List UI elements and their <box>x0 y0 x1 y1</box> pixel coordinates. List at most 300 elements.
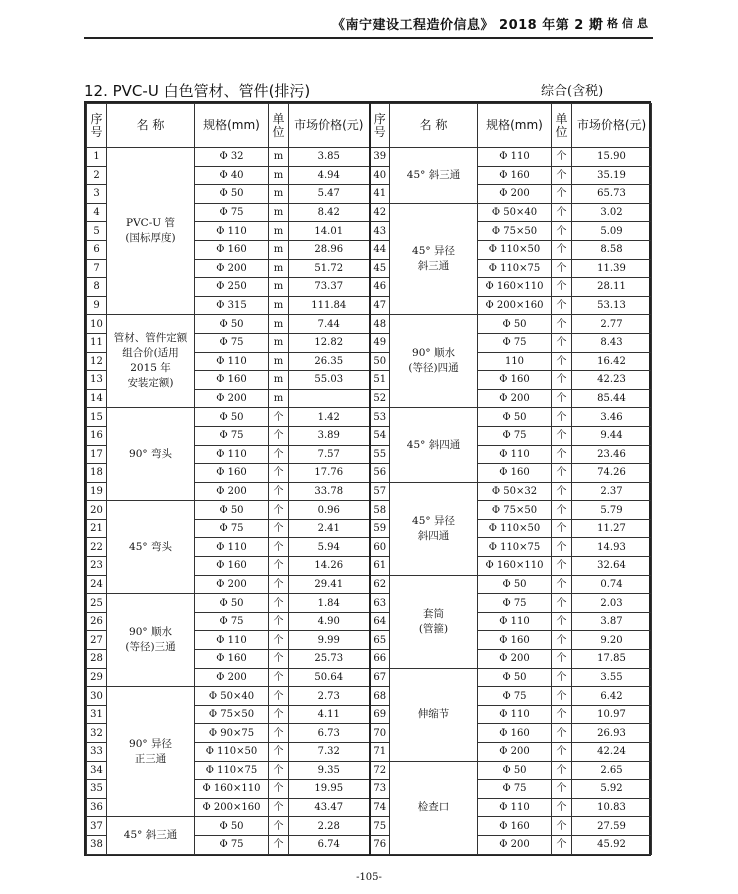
price-cell: 7.32 <box>289 743 370 762</box>
unit-cell: 个 <box>552 315 572 334</box>
unit-cell: 个 <box>552 538 572 557</box>
spec-cell: Φ 75 <box>478 594 552 613</box>
item-name-cell: 管材、管件定额 组合价(适用 2015 年 安装定额) <box>107 315 195 408</box>
spec-cell: Φ 110 <box>478 612 552 631</box>
price-cell: 2.28 <box>289 817 370 836</box>
spec-cell: Φ 160 <box>195 371 269 390</box>
price-cell: 73.37 <box>289 278 370 297</box>
price-cell: 2.77 <box>572 315 652 334</box>
item-name-cell: 45° 斜三通 <box>107 817 195 854</box>
spec-cell: Φ 160 <box>478 817 552 836</box>
item-number: 24 <box>87 575 107 594</box>
column-header-name-right: 名 称 <box>390 104 478 148</box>
page-number: -105- <box>356 872 382 883</box>
price-cell: 10.83 <box>572 798 652 817</box>
item-number: 46 <box>370 278 390 297</box>
item-number: 41 <box>370 185 390 204</box>
price-cell: 53.13 <box>572 296 652 315</box>
spec-cell: Φ 110×75 <box>478 538 552 557</box>
item-number: 71 <box>370 743 390 762</box>
column-header-no: 序号 <box>87 104 107 148</box>
table-row <box>87 817 652 836</box>
spec-cell: Φ 200 <box>195 259 269 278</box>
item-number: 32 <box>87 724 107 743</box>
price-cell: 3.89 <box>289 426 370 445</box>
spec-cell: Φ 160 <box>195 650 269 669</box>
spec-cell: Φ 160 <box>195 240 269 259</box>
spec-cell: Φ 75×50 <box>478 501 552 520</box>
unit-cell: m <box>269 352 289 371</box>
item-number: 49 <box>370 333 390 352</box>
price-cell: 8.42 <box>289 203 370 222</box>
unit-cell: m <box>269 278 289 297</box>
unit-cell: 个 <box>269 817 289 836</box>
price-cell: 29.41 <box>289 575 370 594</box>
spec-cell: Φ 160 <box>478 371 552 390</box>
unit-cell: 个 <box>552 668 572 687</box>
spec-cell: Φ 315 <box>195 296 269 315</box>
spec-cell: Φ 110 <box>195 631 269 650</box>
table-body <box>87 148 652 855</box>
spec-cell: Φ 50 <box>195 408 269 427</box>
unit-cell: 个 <box>269 631 289 650</box>
price-cell: 0.74 <box>572 575 652 594</box>
unit-cell: 个 <box>269 464 289 483</box>
price-cell: 3.55 <box>572 668 652 687</box>
item-number: 62 <box>370 575 390 594</box>
spec-cell: Φ 75 <box>195 203 269 222</box>
price-cell: 1.42 <box>289 408 370 427</box>
item-number: 3 <box>87 185 107 204</box>
spec-cell: Φ 50 <box>478 315 552 334</box>
item-number: 38 <box>87 835 107 854</box>
item-number: 70 <box>370 724 390 743</box>
unit-cell: m <box>269 222 289 241</box>
unit-cell: 个 <box>269 780 289 799</box>
header-divider <box>84 37 653 39</box>
price-cell: 9.35 <box>289 761 370 780</box>
item-number: 40 <box>370 166 390 185</box>
column-header-name: 名 称 <box>107 104 195 148</box>
item-number: 8 <box>87 278 107 297</box>
table-row <box>87 148 652 167</box>
unit-cell: 个 <box>269 687 289 706</box>
price-cell: 42.24 <box>572 743 652 762</box>
price-cell: 28.11 <box>572 278 652 297</box>
price-cell: 9.20 <box>572 631 652 650</box>
price-cell: 9.44 <box>572 426 652 445</box>
unit-cell: 个 <box>552 761 572 780</box>
spec-cell: Φ 50 <box>478 408 552 427</box>
table-row <box>87 501 652 520</box>
price-table <box>84 101 651 856</box>
item-number: 15 <box>87 408 107 427</box>
spec-cell: Φ 200×160 <box>478 296 552 315</box>
item-number: 76 <box>370 835 390 854</box>
price-cell: 14.93 <box>572 538 652 557</box>
item-number: 16 <box>87 426 107 445</box>
spec-cell: Φ 75 <box>195 612 269 631</box>
unit-cell: 个 <box>552 352 572 371</box>
item-name-cell: PVC-U 管 (国标厚度) <box>107 148 195 315</box>
unit-cell: 个 <box>269 426 289 445</box>
item-number: 19 <box>87 482 107 501</box>
item-number: 30 <box>87 687 107 706</box>
price-cell: 5.09 <box>572 222 652 241</box>
table-row <box>87 594 652 613</box>
price-cell: 50.64 <box>289 668 370 687</box>
column-header-spec-right: 规格(mm) <box>478 104 552 148</box>
spec-cell: Φ 250 <box>195 278 269 297</box>
price-cell: 27.59 <box>572 817 652 836</box>
price-cell: 3.85 <box>289 148 370 167</box>
unit-cell: m <box>269 148 289 167</box>
price-cell: 3.46 <box>572 408 652 427</box>
price-cell: 45.92 <box>572 835 652 854</box>
price-cell: 51.72 <box>289 259 370 278</box>
table-row <box>87 315 652 334</box>
unit-cell: 个 <box>552 426 572 445</box>
price-cell: 2.37 <box>572 482 652 501</box>
table-row <box>87 687 652 706</box>
item-number: 75 <box>370 817 390 836</box>
unit-cell: 个 <box>552 240 572 259</box>
unit-cell: 个 <box>552 557 572 576</box>
spec-cell: Φ 50×32 <box>478 482 552 501</box>
publication-title: 《南宁建设工程造价信息》 2018 年第 2 期 <box>332 18 603 33</box>
spec-cell: Φ 200 <box>478 185 552 204</box>
item-name-cell: 90° 弯头 <box>107 408 195 501</box>
item-number: 31 <box>87 705 107 724</box>
spec-cell: Φ 160 <box>195 557 269 576</box>
item-name-cell: 45° 斜三通 <box>390 148 478 204</box>
unit-cell: 个 <box>552 705 572 724</box>
unit-cell: 个 <box>552 148 572 167</box>
unit-cell: 个 <box>552 743 572 762</box>
unit-cell: 个 <box>269 575 289 594</box>
item-number: 45 <box>370 259 390 278</box>
price-cell: 10.97 <box>572 705 652 724</box>
section-label: 价格信息 <box>592 17 652 30</box>
item-number: 26 <box>87 612 107 631</box>
item-name-cell: 45° 异径 斜三通 <box>390 203 478 315</box>
section-title: 12. PVC-U 白色管材、管件(排污) <box>84 82 311 100</box>
price-cell: 5.79 <box>572 501 652 520</box>
spec-cell: Φ 50 <box>195 315 269 334</box>
unit-cell: 个 <box>269 835 289 854</box>
spec-cell: Φ 110 <box>478 445 552 464</box>
item-number: 67 <box>370 668 390 687</box>
price-cell: 17.85 <box>572 650 652 669</box>
item-number: 51 <box>370 371 390 390</box>
spec-cell: Φ 110 <box>195 222 269 241</box>
item-number: 36 <box>87 798 107 817</box>
price-cell: 6.42 <box>572 687 652 706</box>
item-number: 14 <box>87 389 107 408</box>
item-number: 35 <box>87 780 107 799</box>
item-number: 2 <box>87 166 107 185</box>
spec-cell: Φ 110 <box>195 352 269 371</box>
column-header-spec: 规格(mm) <box>195 104 269 148</box>
column-header-unit: 单位 <box>269 104 289 148</box>
item-number: 63 <box>370 594 390 613</box>
column-header-price-right: 市场价格(元) <box>572 104 652 148</box>
price-cell: 7.44 <box>289 315 370 334</box>
unit-cell: 个 <box>552 464 572 483</box>
unit-cell: 个 <box>552 575 572 594</box>
unit-cell: 个 <box>269 724 289 743</box>
unit-cell: 个 <box>552 333 572 352</box>
spec-cell: Φ 200 <box>478 835 552 854</box>
spec-cell: Φ 110×50 <box>478 519 552 538</box>
spec-cell: Φ 200 <box>195 389 269 408</box>
item-number: 55 <box>370 445 390 464</box>
item-number: 7 <box>87 259 107 278</box>
price-cell: 11.27 <box>572 519 652 538</box>
item-number: 37 <box>87 817 107 836</box>
item-number: 44 <box>370 240 390 259</box>
spec-cell: Φ 50 <box>195 501 269 520</box>
price-cell: 19.95 <box>289 780 370 799</box>
spec-cell: Φ 75×50 <box>478 222 552 241</box>
item-number: 22 <box>87 538 107 557</box>
item-number: 25 <box>87 594 107 613</box>
tax-note: 综合(含税) <box>541 84 604 99</box>
unit-cell: 个 <box>269 445 289 464</box>
unit-cell: 个 <box>269 482 289 501</box>
spec-cell: Φ 40 <box>195 166 269 185</box>
price-cell: 2.03 <box>572 594 652 613</box>
price-cell: 8.43 <box>572 333 652 352</box>
item-number: 42 <box>370 203 390 222</box>
spec-cell: Φ 160 <box>478 166 552 185</box>
spec-cell: Φ 110×50 <box>195 743 269 762</box>
spec-cell: Φ 50 <box>195 594 269 613</box>
price-cell: 5.92 <box>572 780 652 799</box>
item-number: 68 <box>370 687 390 706</box>
price-cell: 9.99 <box>289 631 370 650</box>
price-cell: 3.87 <box>572 612 652 631</box>
unit-cell: 个 <box>552 817 572 836</box>
spec-cell: Φ 50 <box>195 185 269 204</box>
spec-cell: Φ 160 <box>195 464 269 483</box>
price-cell: 25.73 <box>289 650 370 669</box>
price-cell <box>289 389 370 408</box>
item-number: 54 <box>370 426 390 445</box>
unit-cell: 个 <box>269 594 289 613</box>
spec-cell: Φ 75 <box>195 835 269 854</box>
item-number: 53 <box>370 408 390 427</box>
item-number: 6 <box>87 240 107 259</box>
unit-cell: m <box>269 371 289 390</box>
price-cell: 14.01 <box>289 222 370 241</box>
item-number: 20 <box>87 501 107 520</box>
item-number: 5 <box>87 222 107 241</box>
item-number: 58 <box>370 501 390 520</box>
price-cell: 35.19 <box>572 166 652 185</box>
item-name-cell: 伸缩节 <box>390 668 478 761</box>
price-cell: 6.74 <box>289 835 370 854</box>
unit-cell: 个 <box>269 519 289 538</box>
item-number: 29 <box>87 668 107 687</box>
item-number: 59 <box>370 519 390 538</box>
spec-cell: Φ 110 <box>478 148 552 167</box>
unit-cell: 个 <box>552 687 572 706</box>
spec-cell: Φ 200 <box>478 650 552 669</box>
item-number: 21 <box>87 519 107 538</box>
price-cell: 8.58 <box>572 240 652 259</box>
unit-cell: 个 <box>552 371 572 390</box>
price-cell: 6.73 <box>289 724 370 743</box>
price-cell: 42.23 <box>572 371 652 390</box>
unit-cell: 个 <box>269 668 289 687</box>
unit-cell: 个 <box>552 222 572 241</box>
item-number: 43 <box>370 222 390 241</box>
spec-cell: Φ 50×40 <box>478 203 552 222</box>
spec-cell: Φ 75 <box>478 687 552 706</box>
item-number: 72 <box>370 761 390 780</box>
item-name-cell: 45° 弯头 <box>107 501 195 594</box>
item-number: 73 <box>370 780 390 799</box>
price-cell: 65.73 <box>572 185 652 204</box>
price-cell: 15.90 <box>572 148 652 167</box>
item-number: 18 <box>87 464 107 483</box>
price-cell: 23.46 <box>572 445 652 464</box>
price-cell: 2.65 <box>572 761 652 780</box>
unit-cell: 个 <box>269 761 289 780</box>
item-number: 10 <box>87 315 107 334</box>
item-number: 9 <box>87 296 107 315</box>
spec-cell: Φ 160 <box>478 464 552 483</box>
price-cell: 7.57 <box>289 445 370 464</box>
unit-cell: 个 <box>269 612 289 631</box>
spec-cell: Φ 110 <box>478 705 552 724</box>
unit-cell: 个 <box>269 538 289 557</box>
unit-cell: 个 <box>269 501 289 520</box>
item-number: 23 <box>87 557 107 576</box>
item-number: 50 <box>370 352 390 371</box>
item-name-cell: 45° 异径 斜四通 <box>390 482 478 575</box>
spec-cell: Φ 160×110 <box>478 278 552 297</box>
unit-cell: m <box>269 166 289 185</box>
item-number: 47 <box>370 296 390 315</box>
unit-cell: 个 <box>552 501 572 520</box>
item-number: 4 <box>87 203 107 222</box>
item-name-cell: 90° 顺水 (等径)四通 <box>390 315 478 408</box>
spec-cell: Φ 75×50 <box>195 705 269 724</box>
item-number: 74 <box>370 798 390 817</box>
spec-cell: Φ 200 <box>195 482 269 501</box>
spec-cell: 110 <box>478 352 552 371</box>
item-number: 64 <box>370 612 390 631</box>
item-number: 57 <box>370 482 390 501</box>
unit-cell: 个 <box>269 705 289 724</box>
spec-cell: Φ 110 <box>195 445 269 464</box>
item-number: 28 <box>87 650 107 669</box>
item-name-cell: 套筒 (管箍) <box>390 575 478 668</box>
spec-cell: Φ 160 <box>478 631 552 650</box>
spec-cell: Φ 200 <box>478 743 552 762</box>
spec-cell: Φ 200 <box>478 389 552 408</box>
spec-cell: Φ 160×110 <box>478 557 552 576</box>
unit-cell: m <box>269 259 289 278</box>
spec-cell: Φ 75 <box>195 426 269 445</box>
spec-cell: Φ 50 <box>195 817 269 836</box>
item-number: 11 <box>87 333 107 352</box>
unit-cell: 个 <box>552 631 572 650</box>
price-cell: 11.39 <box>572 259 652 278</box>
item-number: 39 <box>370 148 390 167</box>
unit-cell: 个 <box>552 798 572 817</box>
table-row <box>87 408 652 427</box>
price-cell: 74.26 <box>572 464 652 483</box>
item-number: 60 <box>370 538 390 557</box>
unit-cell: 个 <box>552 389 572 408</box>
unit-cell: m <box>269 296 289 315</box>
price-cell: 32.64 <box>572 557 652 576</box>
unit-cell: 个 <box>552 166 572 185</box>
item-name-cell: 检查口 <box>390 761 478 854</box>
unit-cell: 个 <box>269 650 289 669</box>
spec-cell: Φ 110 <box>478 798 552 817</box>
unit-cell: 个 <box>552 612 572 631</box>
unit-cell: 个 <box>552 482 572 501</box>
price-table-grid <box>86 103 652 855</box>
price-cell: 5.47 <box>289 185 370 204</box>
unit-cell: 个 <box>552 185 572 204</box>
unit-cell: m <box>269 240 289 259</box>
spec-cell: Φ 32 <box>195 148 269 167</box>
item-number: 52 <box>370 389 390 408</box>
page-header <box>0 0 738 40</box>
spec-cell: Φ 160×110 <box>195 780 269 799</box>
column-header-no-right: 序号 <box>370 104 390 148</box>
spec-cell: Φ 75 <box>478 426 552 445</box>
unit-cell: m <box>269 315 289 334</box>
spec-cell: Φ 75 <box>195 519 269 538</box>
price-cell: 4.94 <box>289 166 370 185</box>
item-number: 56 <box>370 464 390 483</box>
price-cell: 2.73 <box>289 687 370 706</box>
unit-cell: 个 <box>269 743 289 762</box>
unit-cell: 个 <box>552 445 572 464</box>
price-cell: 4.11 <box>289 705 370 724</box>
unit-cell: m <box>269 389 289 408</box>
unit-cell: 个 <box>552 594 572 613</box>
spec-cell: Φ 75 <box>478 780 552 799</box>
item-number: 13 <box>87 371 107 390</box>
price-cell: 2.41 <box>289 519 370 538</box>
spec-cell: Φ 160 <box>478 724 552 743</box>
price-cell: 33.78 <box>289 482 370 501</box>
item-number: 33 <box>87 743 107 762</box>
column-header-unit-right: 单位 <box>552 104 572 148</box>
spec-cell: Φ 200×160 <box>195 798 269 817</box>
price-cell: 43.47 <box>289 798 370 817</box>
price-cell: 17.76 <box>289 464 370 483</box>
spec-cell: Φ 50 <box>478 761 552 780</box>
spec-cell: Φ 110×75 <box>478 259 552 278</box>
item-number: 48 <box>370 315 390 334</box>
unit-cell: 个 <box>269 798 289 817</box>
price-cell: 3.02 <box>572 203 652 222</box>
item-number: 66 <box>370 650 390 669</box>
spec-cell: Φ 50 <box>478 575 552 594</box>
unit-cell: 个 <box>552 835 572 854</box>
unit-cell: 个 <box>552 519 572 538</box>
price-cell: 5.94 <box>289 538 370 557</box>
spec-cell: Φ 110×75 <box>195 761 269 780</box>
